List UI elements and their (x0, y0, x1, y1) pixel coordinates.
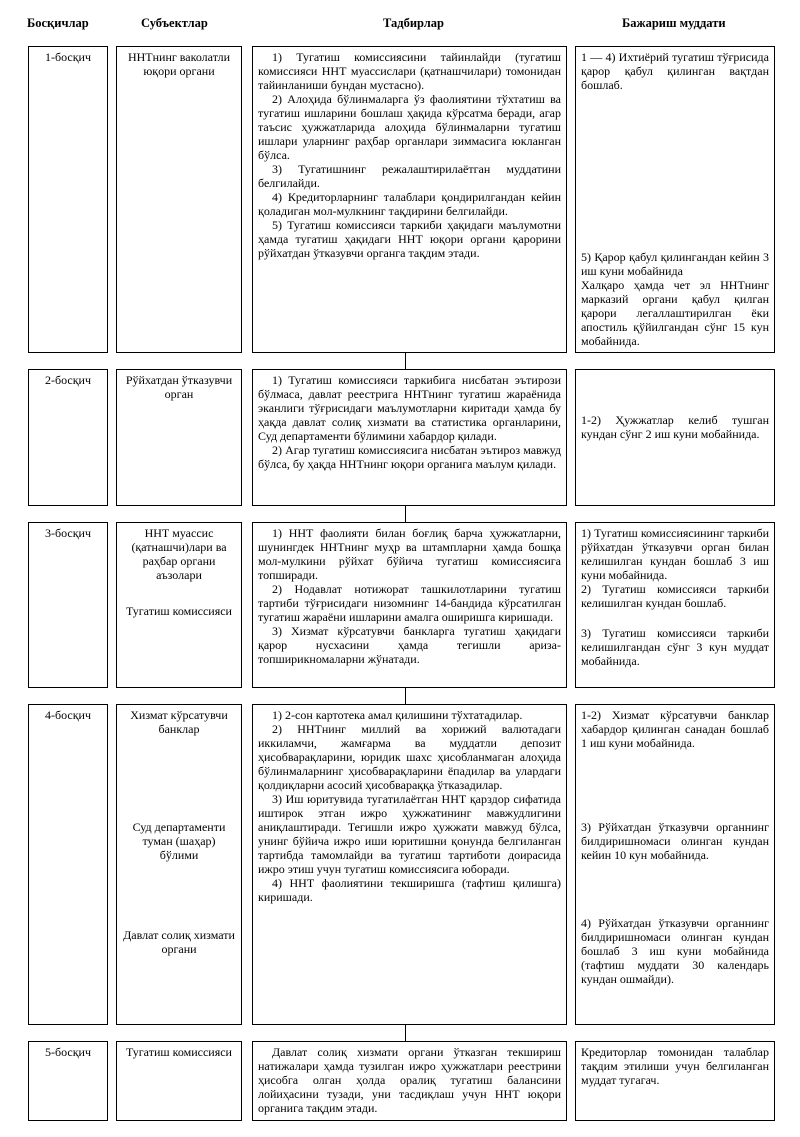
stage-1-cell (28, 46, 108, 353)
stage-2-cell (28, 369, 108, 506)
connector-line-3 (405, 688, 406, 704)
stage-5-cell (28, 1041, 108, 1121)
term-item: 4) Рўйхатдан ўтказувчи органнинг билдиришномаси олинган кундан бошлаб 3 иш куни мобайнида (тафтиш муддати 30 календарь кундан ошмайди). (581, 916, 769, 986)
subject-label: Суд департаменти туман (шаҳар) бўлими (132, 820, 226, 862)
subject-label: ННТ муассис (қатнашчи)лари ва раҳбар органи аъзолари (131, 526, 227, 582)
action-item: 3) Тугатишнинг режалаштирилаётган муддатини белгилайди. (258, 162, 561, 190)
term-item: Халқаро ҳамда чет эл ННТнинг марказий органи қабул қилган қарори легаллаштирилган ёки апостиль қўйилгандан сўнг 15 кун мобайнида. (581, 278, 769, 348)
subjects-3-cell (116, 522, 242, 688)
action-item: 3) Хизмат кўрсатувчи банкларга тугатиш ҳақидаги қарор нусхасини ҳамда тегишли ариза-топширикномаларни жўнатади. (258, 624, 561, 666)
term-item: 1) Тугатиш комиссиясининг таркиби рўйхатдан ўтказувчи орган билан келишилган кундан бошлаб 3 иш куни мобайнида. (581, 526, 769, 582)
stage-label: 5-босқич (44, 1045, 91, 1059)
connector-line-4 (405, 1025, 406, 1041)
terms-2-cell (575, 369, 775, 506)
subjects-4-cell (116, 704, 242, 1025)
action-item: 2) Нодавлат нотижорат ташкилотларини тугатиш тартиби тўғрисидаги низомнинг 14-бандида кўрсатилган тугатиш жараёни ишларини амалга оширишга киришади. (258, 582, 561, 624)
subjects-1-cell (116, 46, 242, 353)
term-item: 1 — 4) Ихтиёрий тугатиш тўғрисида қарор қабул қилинган вақтдан бошлаб. (581, 50, 769, 92)
stage-label: 1-босқич (44, 50, 91, 64)
actions-3-cell (252, 522, 567, 688)
stage-4-cell (28, 704, 108, 1025)
subject-label: Тугатиш комиссияси (126, 604, 232, 618)
action-item: 4) Кредиторларнинг талаблари қондирилгандан кейин қоладиган мол-мулкнинг тақдирини белгилайди. (258, 190, 561, 218)
action-item: 2) Агар тугатиш комиссиясига нисбатан эътироз мавжуд бўлса, бу ҳақда ННТнинг юқори органига маълум қилади. (258, 443, 561, 471)
term-item: 1-2) Ҳужжатлар келиб тушган кундан сўнг 2 иш куни мобайнида. (581, 413, 769, 441)
term-item: 3) Рўйхатдан ўтказувчи органнинг билдиришномаси олинган кундан кейин 10 кун мобайнида. (581, 820, 769, 862)
action-item: 3) Иш юритувида тугатилаётган ННТ қарздор сифатида иштирок этган ижро ҳужжатининг мавжудлигини аниқлаштиради. Тегишли ижро ҳужжати мавжуд бўлса, унинг бўйича ижро иши юритишни қонунда белгиланган тартибда тамомлайди ва тугатиш тартиботи доирасида ижро этиш учун тугатиш комиссиясига юборади. (258, 792, 561, 876)
terms-4-cell (575, 704, 775, 1025)
stage-3-cell (28, 522, 108, 688)
subject-label: Тугатиш комиссияси (126, 1045, 232, 1059)
subject-label: ННТнинг ваколатли юқори органи (127, 50, 231, 78)
term-item: Кредиторлар томонидан талаблар тақдим этилиши учун белгиланган муддат тугагач. (581, 1045, 769, 1087)
action-item: 1) Тугатиш комиссиясини тайинлайди (тугатиш комиссияси ННТ муассислари (қатнашчилари) томонидан тайинланиши бундан мустасно). (258, 50, 561, 92)
actions-5-cell (252, 1041, 567, 1121)
action-item: 2) ННТнинг миллий ва хорижий валютадаги иккиламчи, жамғарма ва муддатли депозит ҳисобварақларини, юридик шахс ҳисобланмаган алоҳида бўлинмаларнинг ҳисобварақларини ёпадилар ва улардаги қолдиқларни асосий ҳисобварaққа ўтказадилар. (258, 722, 561, 792)
action-item: 1) Тугатиш комиссияси таркибига нисбатан эътирози бўлмаса, давлат реестрига ННТнинг тугатиш жараёнида эканлиги тўғрисидаги маълумотларни киритади ҳамда бу ҳақда давлат солиқ хизмати ва статистика органларини, Суд департаменти бўлимини хабардор қилади. (258, 373, 561, 443)
actions-2-cell (252, 369, 567, 506)
subject-label: Хизмат кўрсатувчи банклар (130, 708, 228, 736)
terms-5-cell (575, 1041, 775, 1121)
subjects-2-cell (116, 369, 242, 506)
actions-4-cell (252, 704, 567, 1025)
term-item: 5) Қарор қабул қилингандан кейин 3 иш куни мобайнида (581, 250, 769, 278)
actions-1-cell (252, 46, 567, 353)
header-actions: Тадбирлар (383, 16, 444, 30)
connector-line-2 (405, 506, 406, 522)
action-item: 2) Алоҳида бўлинмаларга ўз фаолиятини тўхтатиш ва тугатиш ишларини бошлаш ҳақида кўрсатма беради, агар таъсис ҳужжатларида алоҳида бўлинмаларни тугатиш ишлари уларнинг раҳбар органлари зиммасига юкланган бўлса. (258, 92, 561, 162)
action-item: 5) Тугатиш комиссияси таркиби ҳақидаги маълумотни ҳамда тугатиш ҳақидаги ННТ юқори органи қарорини рўйхатдан ўтказувчи органга тақдим этади. (258, 218, 561, 260)
stage-label: 3-босқич (44, 526, 91, 540)
subject-label: Рўйхатдан ўтказувчи орган (125, 373, 233, 401)
action-item: Давлат солиқ хизмати органи ўтказган текшириш натижалари ҳамда тузилган ижро ҳужжатлари реестрини ҳисобга олган ҳолда оралиқ тугатиш балансини лойиҳасини тузади, уни тасдиқлаш учун ННТ юқори органига тақдим этади. (258, 1045, 561, 1115)
action-item: 1) 2-сон картотека амал қилишини тўхтатадилар. (272, 708, 523, 722)
action-item: 4) ННТ фаолиятини текширишга (тафтиш қилишга) киришади. (258, 876, 561, 904)
subject-label: Давлат солиқ хизмати органи (123, 928, 235, 956)
stage-label: 4-босқич (44, 708, 91, 722)
header-stages: Босқичлар (27, 16, 89, 30)
subjects-5-cell (116, 1041, 242, 1121)
terms-3-cell (575, 522, 775, 688)
term-item: 3) Тугатиш комиссияси таркиби келишилгандан сўнг 3 кун муддат мобайнида. (581, 626, 769, 668)
header-terms: Бажариш муддати (622, 16, 726, 30)
connector-line-1 (405, 353, 406, 369)
term-item: 2) Тугатиш комиссияси таркиби келишилган кундан бошлаб. (581, 582, 769, 610)
action-item: 1) ННТ фаолияти билан боғлиқ барча ҳужжатларни, шунингдек ННТнинг муҳр ва штампларни ҳамда бошқа мол-мулкини рўйхат бўйича тугатиш комиссиясига топширади. (258, 526, 561, 582)
term-item: 1-2) Хизмат кўрсатувчи банклар хабардор қилинган санадан бошлаб 1 иш куни мобайнида. (581, 708, 769, 750)
stage-label: 2-босқич (44, 373, 91, 387)
header-subjects: Субъектлар (141, 16, 208, 30)
terms-1-cell (575, 46, 775, 353)
